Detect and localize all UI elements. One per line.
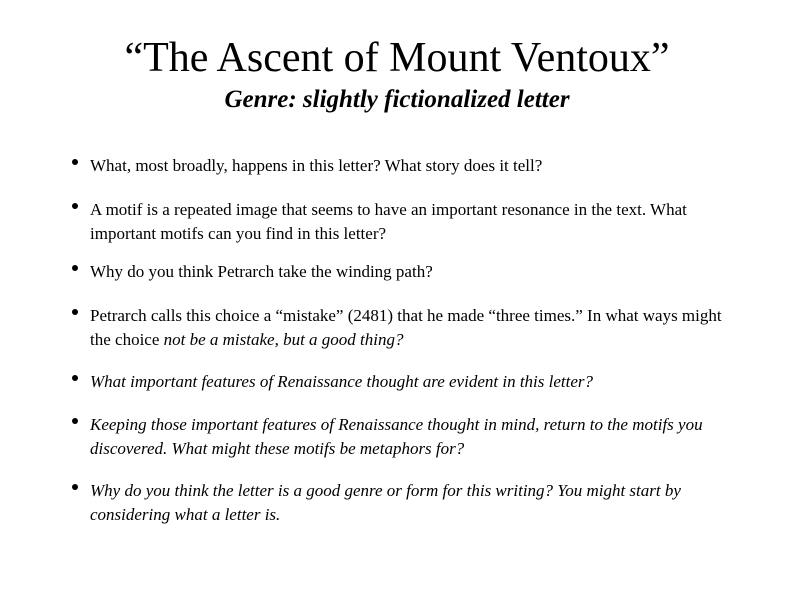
bullet-italic-text: What important features of Renaissance thought are evident in this letter? [90, 372, 594, 391]
bullet-italic-text: Keeping those important features of Renaissance thought in mind, return to the motifs you discovered. What might these motifs be metaphors for? [90, 415, 703, 458]
slide-title: “The Ascent of Mount Ventoux” [124, 35, 670, 81]
bullet-text [90, 413, 730, 461]
bullet-italic-text: not be a mistake, but a good thing? [163, 330, 404, 349]
bullet-text [90, 260, 730, 284]
bullet-plain-text: Petrarch calls this choice a “mistake” (2481) that he made “three times.” In what ways might the choice [90, 306, 722, 349]
bullet-dot-icon [72, 484, 78, 490]
bullet-plain-text: Why do you think Petrarch take the winding path? [90, 262, 433, 281]
bullet-dot-icon [72, 265, 78, 271]
bullet-text [90, 154, 730, 178]
bullet-text [90, 304, 730, 352]
bullet-dot-icon [72, 159, 78, 165]
bullet-dot-icon [72, 309, 78, 315]
bullet-italic-text: Why do you think the letter is a good genre or form for this writing? You might start by considering what a letter is. [90, 481, 681, 524]
bullet-text [90, 198, 730, 246]
bullet-dot-icon [72, 203, 78, 209]
bullet-plain-text: A motif is a repeated image that seems to have an important resonance in the text. What important motifs can you find in this letter? [90, 200, 687, 243]
bullet-text [90, 370, 730, 394]
bullet-plain-text: What, most broadly, happens in this letter? What story does it tell? [90, 156, 543, 175]
bullet-text [90, 479, 730, 527]
slide-subtitle: Genre: slightly fictionalized letter [224, 86, 570, 113]
bullet-dot-icon [72, 418, 78, 424]
bullet-dot-icon [72, 375, 78, 381]
